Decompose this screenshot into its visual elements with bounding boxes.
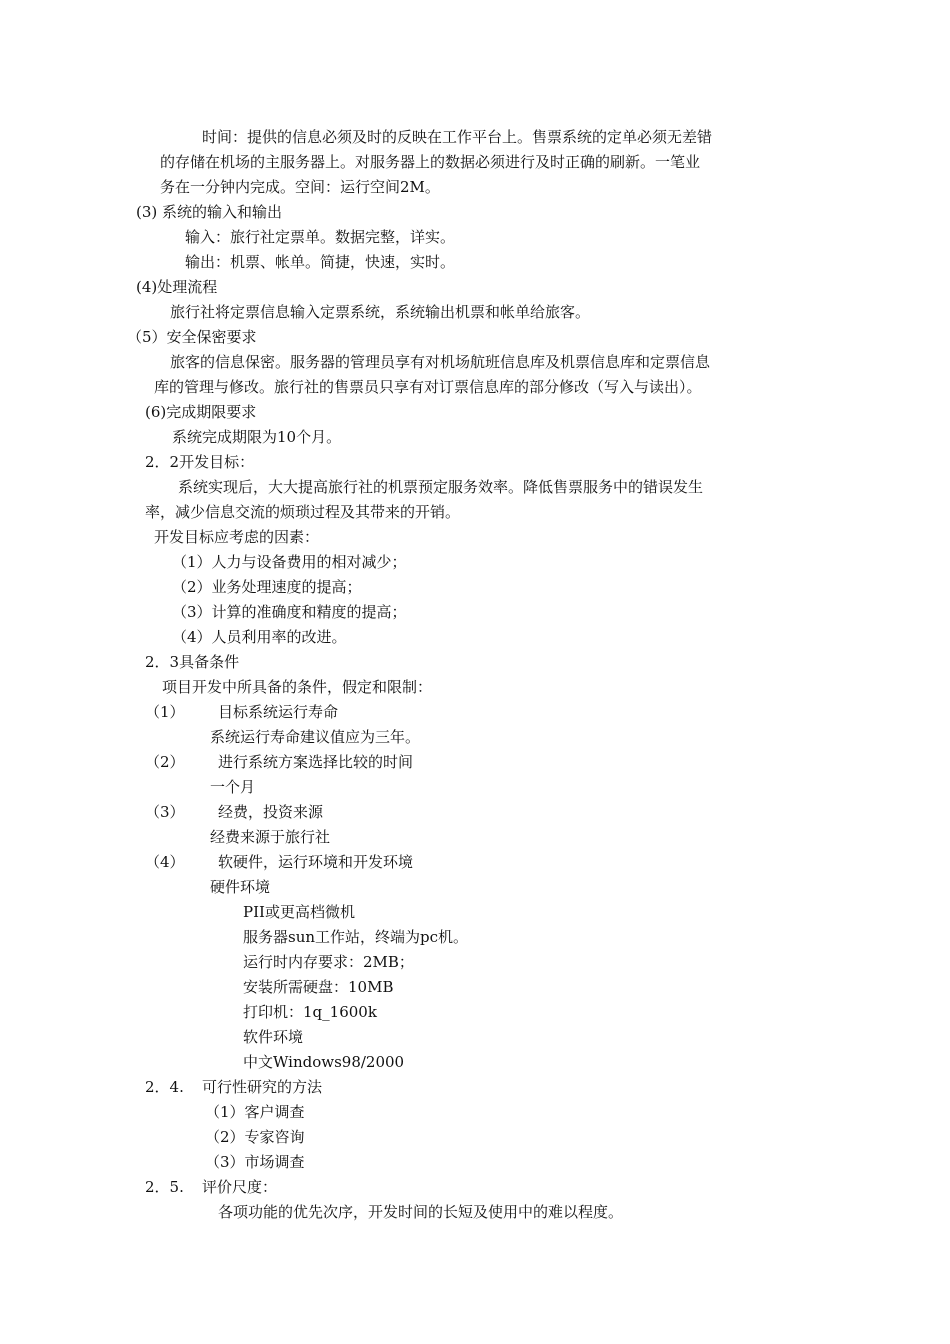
goals-factors-title: 开发目标应考虑的因素： xyxy=(154,528,320,546)
io-heading: (3) 系统的输入和输出 xyxy=(136,203,283,221)
env-line-5: 打印机：1q_1600k xyxy=(243,1003,377,1021)
method-2: （2）专家咨询 xyxy=(205,1128,305,1146)
flow-text: 旅行社将定票信息输入定票系统，系统输出机票和帐单给旅客。 xyxy=(170,303,591,321)
goals-factor-1: （1）人力与设备费用的相对减少； xyxy=(172,553,407,571)
goals-line-2: 率，减少信息交流的烦琐过程及其带来的开销。 xyxy=(145,503,461,521)
io-input: 输入：旅行社定票单。数据完整，详实。 xyxy=(185,228,456,246)
condition-2-title: 进行系统方案选择比较的时间 xyxy=(218,753,414,771)
evaluation-title: 评价尺度： xyxy=(202,1178,278,1196)
condition-1-detail: 系统运行寿命建议值应为三年。 xyxy=(210,728,421,746)
security-heading: （5）安全保密要求 xyxy=(127,328,257,346)
condition-1-number: （1） xyxy=(145,703,185,721)
goals-factor-2: （2）业务处理速度的提高； xyxy=(172,578,362,596)
env-line-4: 安装所需硬盘：10MB xyxy=(243,978,394,996)
evaluation-number: 2．5. xyxy=(145,1178,184,1196)
env-line-3: 运行时内存要求：2MB； xyxy=(243,953,414,971)
methods-title: 可行性研究的方法 xyxy=(202,1078,323,1096)
flow-heading: (4)处理流程 xyxy=(136,278,218,296)
condition-4-detail: 硬件环境 xyxy=(210,878,271,896)
condition-4-number: （4） xyxy=(145,853,185,871)
method-1: （1）客户调查 xyxy=(205,1103,305,1121)
env-line-7: 中文Windows98/2000 xyxy=(243,1053,405,1071)
methods-number: 2．4. xyxy=(145,1078,184,1096)
evaluation-text: 各项功能的优先次序，开发时间的长短及使用中的难以程度。 xyxy=(218,1203,624,1221)
method-3: （3）市场调查 xyxy=(205,1153,305,1171)
condition-2-number: （2） xyxy=(145,753,185,771)
security-line-2: 库的管理与修改。旅行社的售票员只享有对订票信息库的部分修改（写入与读出）。 xyxy=(154,378,702,396)
env-line-6: 软件环境 xyxy=(243,1028,304,1046)
time-requirement-line-1: 时间：提供的信息必须及时的反映在工作平台上。售票系统的定单必须无差错 xyxy=(202,128,713,146)
env-line-1: PII或更高档微机 xyxy=(243,903,355,921)
goals-heading: 2．2开发目标： xyxy=(145,453,255,471)
time-requirement-line-3: 务在一分钟内完成。空间：运行空间2M。 xyxy=(160,178,440,196)
goals-line-1: 系统实现后，大大提高旅行社的机票预定服务效率。降低售票服务中的错误发生 xyxy=(178,478,704,496)
condition-3-detail: 经费来源于旅行社 xyxy=(210,828,331,846)
condition-2-detail: 一个月 xyxy=(210,778,256,796)
env-line-2: 服务器sun工作站，终端为pc机。 xyxy=(243,928,469,946)
io-output: 输出：机票、帐单。简捷，快速，实时。 xyxy=(185,253,456,271)
goals-factor-4: （4）人员利用率的改进。 xyxy=(172,628,347,646)
condition-3-title: 经费，投资来源 xyxy=(218,803,324,821)
conditions-heading: 2．3具备条件 xyxy=(145,653,240,671)
deadline-text: 系统完成期限为10个月。 xyxy=(172,428,342,446)
security-line-1: 旅客的信息保密。服务器的管理员享有对机场航班信息库及机票信息库和定票信息 xyxy=(170,353,711,371)
time-requirement-line-2: 的存储在机场的主服务器上。对服务器上的数据必须进行及时正确的刷新。一笔业 xyxy=(160,153,701,171)
deadline-heading: (6)完成期限要求 xyxy=(145,403,257,421)
condition-3-number: （3） xyxy=(145,803,185,821)
condition-1-title: 目标系统运行寿命 xyxy=(218,703,339,721)
condition-4-title: 软硬件，运行环境和开发环境 xyxy=(218,853,414,871)
goals-factor-3: （3）计算的准确度和精度的提高； xyxy=(172,603,407,621)
conditions-intro: 项目开发中所具备的条件，假定和限制： xyxy=(162,678,433,696)
